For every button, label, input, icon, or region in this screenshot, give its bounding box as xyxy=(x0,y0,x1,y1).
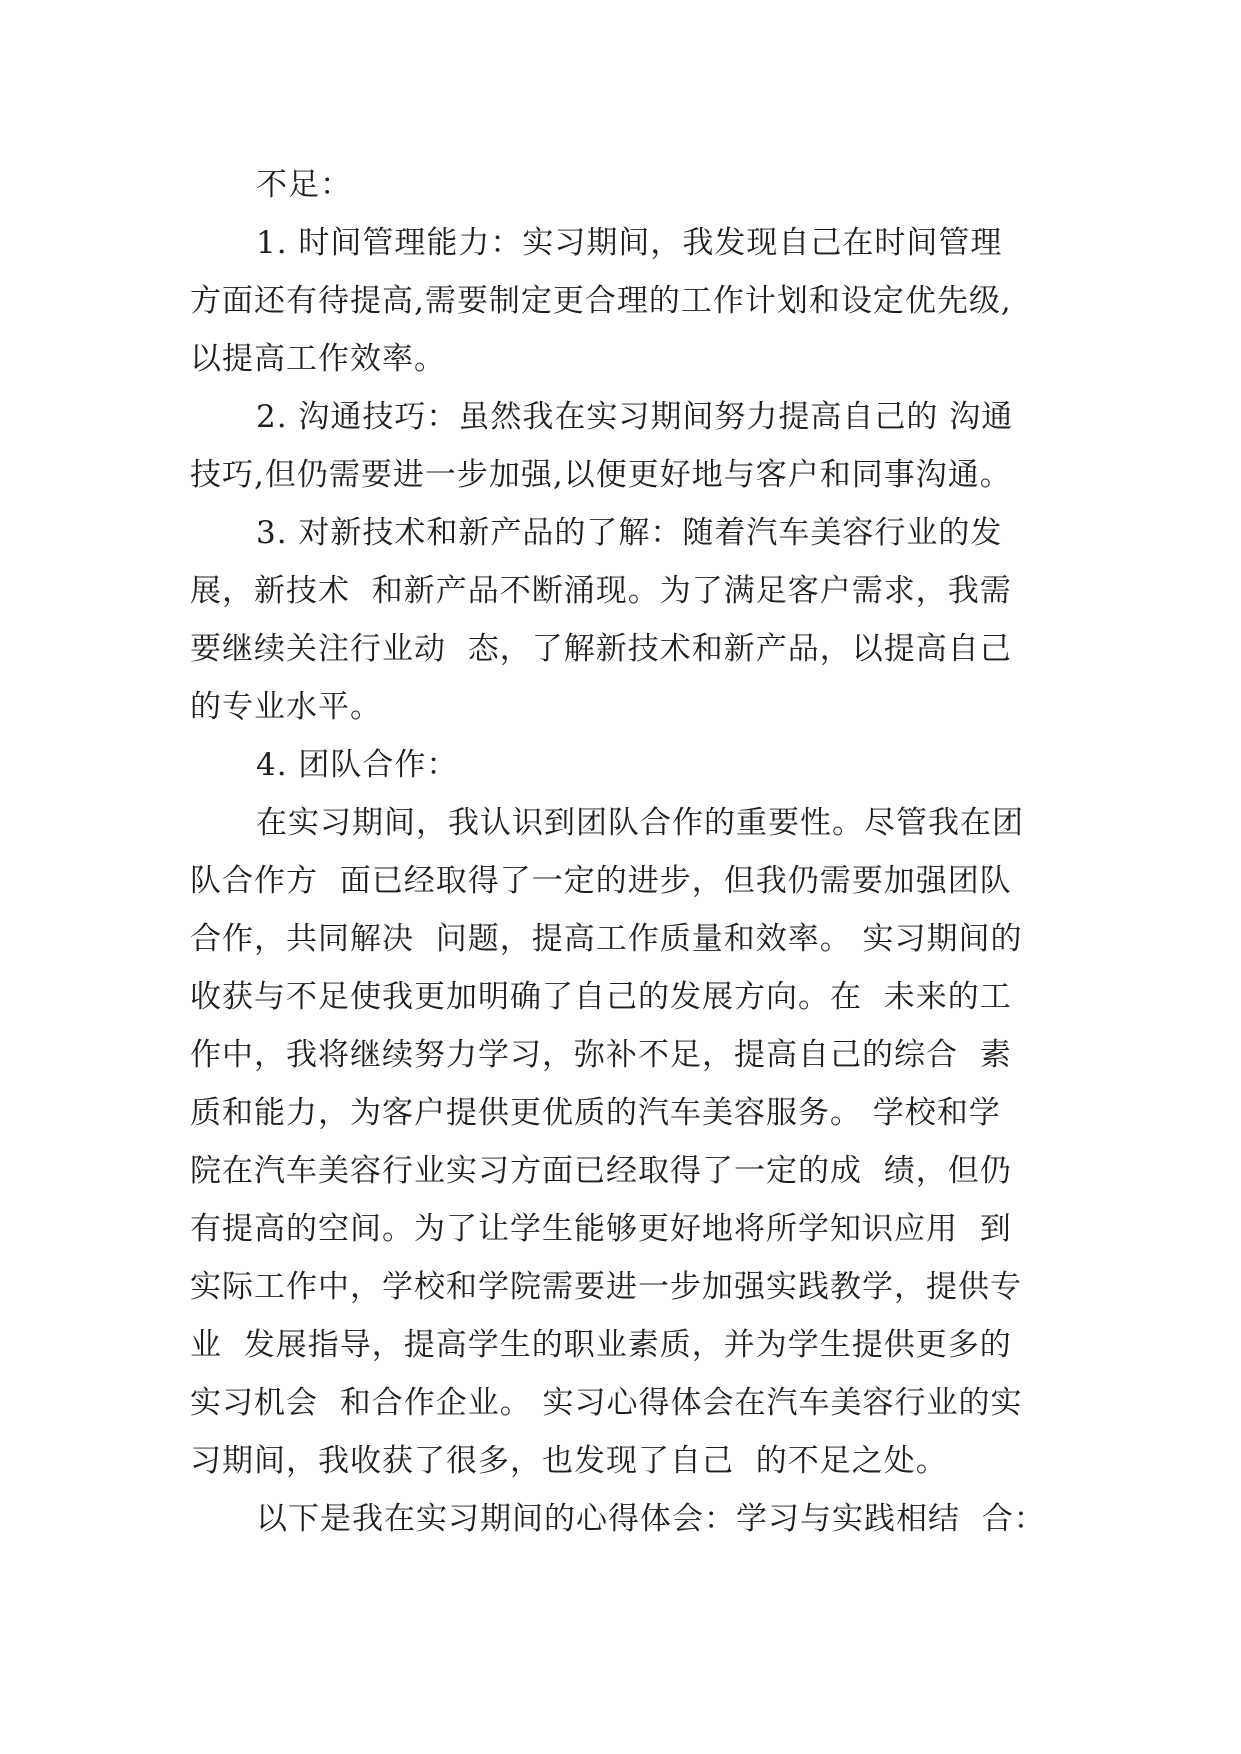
paragraph-line: 的专业水平。 xyxy=(190,689,382,725)
list-item-communication: 2. 沟通技巧：虽然我在实习期间努力提高自己的 沟通 xyxy=(256,399,1014,435)
paragraph-line: 实际工作中，学校和学院需要进一步加强实践教学，提供专 xyxy=(190,1269,1022,1305)
list-item-teamwork: 4. 团队合作： xyxy=(256,747,459,783)
paragraph-line: 以提高工作效率。 xyxy=(190,341,446,377)
paragraph-line: 技巧,但仍需要进一步加强,以便更好地与客户和同事沟通。 xyxy=(190,457,1012,493)
paragraph-line: 收获与不足使我更加明确了自己的发展方向。在 未来的工 xyxy=(190,979,1012,1015)
paragraph-line: 在实习期间，我认识到团队合作的重要性。尽管我在团 xyxy=(256,805,1024,841)
paragraph-line: 方面还有待提高,需要制定更合理的工作计划和设定优先级, xyxy=(190,283,1012,319)
paragraph-line: 院在汽车美容行业实习方面已经取得了一定的成 绩，但仍 xyxy=(190,1153,1012,1189)
paragraph-line: 要继续关注行业动 态，了解新技术和新产品，以提高自己 xyxy=(190,631,1012,667)
paragraph-line: 展，新技术 和新产品不断涌现。为了满足客户需求，我需 xyxy=(190,573,1012,609)
paragraph-line: 有提高的空间。为了让学生能够更好地将所学知识应用 到 xyxy=(190,1211,1012,1247)
section-heading-shortcomings: 不足： xyxy=(256,167,352,203)
paragraph-line: 作中，我将继续努力学习，弥补不足，提高自己的综合 素 xyxy=(190,1037,1012,1073)
paragraph-line: 合作，共同解决 问题，提高工作质量和效率。 实习期间的 xyxy=(190,921,1023,957)
paragraph-line: 实习机会 和合作企业。 实习心得体会在汽车美容行业的实 xyxy=(190,1385,1023,1421)
paragraph-line: 习期间，我收获了很多，也发现了自己 的不足之处。 xyxy=(190,1443,948,1479)
paragraph-line: 队合作方 面已经取得了一定的进步，但我仍需要加强团队 xyxy=(190,863,1012,899)
paragraph-line: 质和能力，为客户提供更优质的汽车美容服务。 学校和学 xyxy=(190,1095,1001,1131)
list-item-time-management: 1. 时间管理能力：实习期间，我发现自己在时间管理 xyxy=(256,225,1003,261)
document-body xyxy=(190,156,1080,1548)
list-item-new-technology: 3. 对新技术和新产品的了解：随着汽车美容行业的发 xyxy=(256,515,1003,551)
paragraph-line: 业 发展指导，提高学生的职业素质，并为学生提供更多的 xyxy=(190,1327,1012,1363)
paragraph-line: 以下是我在实习期间的心得体会：学习与实践相结 合： xyxy=(256,1501,1046,1537)
